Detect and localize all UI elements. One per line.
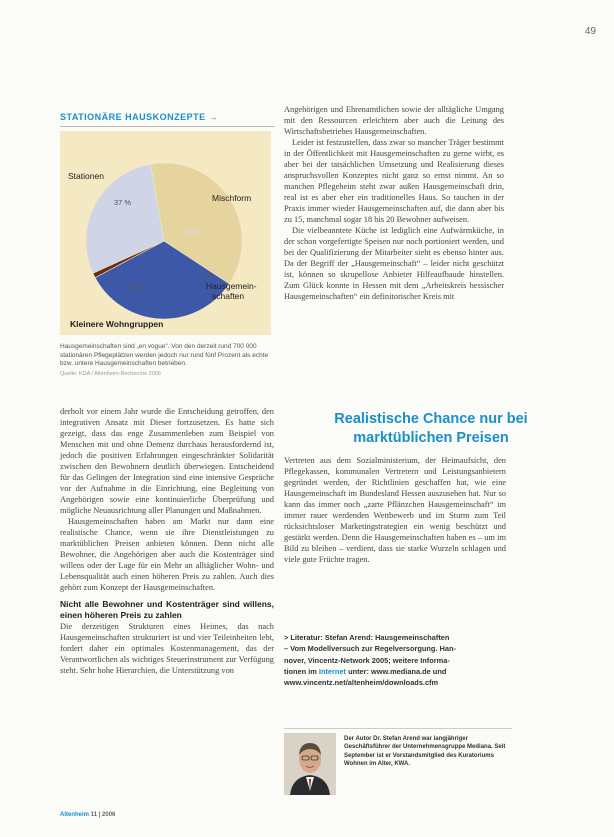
paragraph: Angehörigen und Ehrenamtlichen sowie der alltägliche Umgang mit den Ressourcen erleichtern aber auch die Leitung des Wirtschaftsbetriebes Hausgemeinschaften. bbox=[284, 105, 504, 136]
author-bio: Der Autor Dr. Stefan Arend war langjähriger Geschäftsführer der Unternehmensgruppe Mediana. Seit September ist er Vorstandsmitglied des Kuratoriums Wohnen im Alter, KWA. bbox=[344, 736, 506, 768]
percent-hausgemeinschaften: 1 % bbox=[200, 271, 213, 280]
left-article-body bbox=[60, 406, 274, 676]
author-box bbox=[284, 728, 512, 796]
pie-chart bbox=[60, 131, 271, 335]
right-article-body bbox=[284, 104, 504, 302]
author-portrait-illustration bbox=[284, 733, 336, 795]
literature-line: – Vom Modellversuch zur Regelversorgung. Han- bbox=[284, 644, 456, 654]
internet-highlight: Internet bbox=[318, 666, 347, 676]
infobox bbox=[60, 112, 275, 377]
journal-name: Altenheim bbox=[60, 812, 90, 818]
footer bbox=[60, 812, 115, 818]
percent-stationen: 37 % bbox=[114, 198, 132, 207]
label-kleinere-wohngruppen: Kleinere Wohngruppen bbox=[70, 319, 164, 329]
label-mischform: Mischform bbox=[212, 193, 252, 203]
label-hausgemeinschaften-line2: schaften bbox=[212, 291, 245, 301]
infobox-source: Quelle: KDA / Altenheim-Recherche 2006 bbox=[60, 370, 161, 377]
literature-link[interactable]: www.vincentz.net/altenheim/downloads.cfm bbox=[284, 678, 439, 688]
author-photo bbox=[284, 733, 336, 795]
paragraph: Vertreten aus dem Sozialministerium, der Heimaufsicht, den Pflegekassen, kommunalen Vertretern und Leistungsanbietern gegründet werden, der Richtlinien geschaffen hat, wie eine Hausgemeinschaft im Bundesland Hessen auszusehen hat. Nur so kann das immer noch „zarte Pflänzchen Hausgemeinschaft“ im immer rauer werdenden Wettbewerb und im Sturm zum Teil rücksichtsloser Marketingstrategien ein wenig beschützt und gestärkt werden. Denn die Hausgemeinschaften haben es – um im Bild zu bleiben – verdient, dass sie starke Wurzeln schlagen und viele gute Früchte tragen. bbox=[284, 456, 506, 564]
section-headline: Realistische Chance nur bei marktüblichen Preisen bbox=[334, 411, 528, 446]
right-article-body-continued bbox=[284, 455, 506, 565]
percent-kleinere-wohngruppen: 29 % bbox=[128, 283, 146, 292]
literature-line: tionen im Internet unter: www.mediana.de und bbox=[284, 666, 447, 676]
literature-line: nover, Vincentz-Network 2005; weitere Informa- bbox=[284, 655, 450, 665]
paragraph: Die derzeitigen Strukturen eines Heimes, das nach Hausgemeinschaften strukturiert ist und vier Teileinheiten lebt, fordert daher ein optimales Kostenmanagement, das der Verantwortlichen als wichtiges Steuerinstrument zur Verfügung steht. Sehr hohe Hierarchien, die Unterstützung von bbox=[60, 622, 274, 675]
literature-line: > Literatur: Stefan Arend: Hausgemeinschaften bbox=[284, 633, 450, 642]
literature-reference bbox=[284, 632, 514, 688]
subheading: Nicht alle Bewohner und Kostenträger sind willens, einen höheren Preis zu zahlen bbox=[60, 599, 274, 620]
infobox-title: STATIONÄRE HAUSKONZEPTE → bbox=[60, 112, 275, 127]
label-hausgemeinschaften-line1: Hausgemein- bbox=[206, 281, 257, 291]
issue-number: 11 | 2006 bbox=[89, 812, 116, 818]
page-number: 49 bbox=[584, 26, 596, 37]
paragraph: Leider ist festzustellen, dass zwar so mancher Träger bestimmt in der Öffentlichkeit mit Hausgemeinschaften zu gerne wirbt, es aber bei der tatsächlichen Umsetzung und Realisierung dieses anspruchsvollen Konzeptes nicht ganz so ernst nimmt. An so manchen Pflegeheim steht zwar außen Hausgemeinschaft drin, real ist es aber eher ein traditionelles Haus. So tauchen in der Praxis immer wieder Hausgemeinschaften auf, die dann aber bis zu 15, manchmal sogar 18 bis 20 Bewohner aufweisen. bbox=[284, 138, 504, 224]
pie-chart-svg bbox=[60, 131, 271, 335]
paragraph: derholt vor einem Jahr wurde die Entscheidung getroffen, den integrativen Ansatz mit Dieser fortzusetzen. Es hatte sich gezeigt, dass das enge Zusammenleben zum Beispiel von Menschen mit und ohne Demenz durchaus herausfordernd ist, jedoch die positiven Erfahrungen eingeschränkter Solidarität zwischen den Bewohnern deutlich überwiegen. Entscheidend für das Gelingen der Integration sind eine intensive Gespräche vor der Aufnahme in die Einrichtung, eine Begleitung von Angehörigen sowie eine kontinuierliche Überprüfung und mögliche Neuausrichtung aller Planungen und Maßnahmen. bbox=[60, 407, 274, 515]
infobox-caption: Hausgemeinschaften sind „en vogue“. Von den derzeit rund 700 000 stationären Pflegeplätzen werden jedoch nur rund fünf Prozent als echte bzw. untere Hausgemeinschaften betrieben. bbox=[60, 343, 269, 368]
paragraph: Hausgemeinschaften haben am Markt nur dann eine realistische Chance, wenn sie ihre Dienstleistungen zu marktüblichen Preisen anbieten können. Denn nicht alle Bewohner, die Angehörigen aber auch die Kostenträger sind willens oder der Lage für ein Mehr an alltäglicher Wohn- und Lebensqualität auch einen höheren Preis zu zahlen. Auch dies gehört zum Konzept der Hausgemeinschaften. bbox=[60, 517, 274, 592]
label-stationen: Stationen bbox=[68, 171, 104, 181]
percent-mischform: 33 % bbox=[183, 227, 201, 236]
paragraph: Die vielbeanntete Küche ist lediglich eine Aufwärmküche, in der schon vorgefertigte Speisen nur noch portioniert werden, und bei der Qualifizierung der Mitarbeiter sieht es ebenso hinter aus. Da der Begriff der „Hausgemeinschaft“ – leider nicht geschützt ist, können so skrupellose Anbieter Hilfeaufbaude hinstellen. Zum Glück konnte in Hessen mit dem „Arbeitskreis hessischer Hausgemeinschaften“ ein definitorischer Kreis mit bbox=[284, 226, 504, 301]
